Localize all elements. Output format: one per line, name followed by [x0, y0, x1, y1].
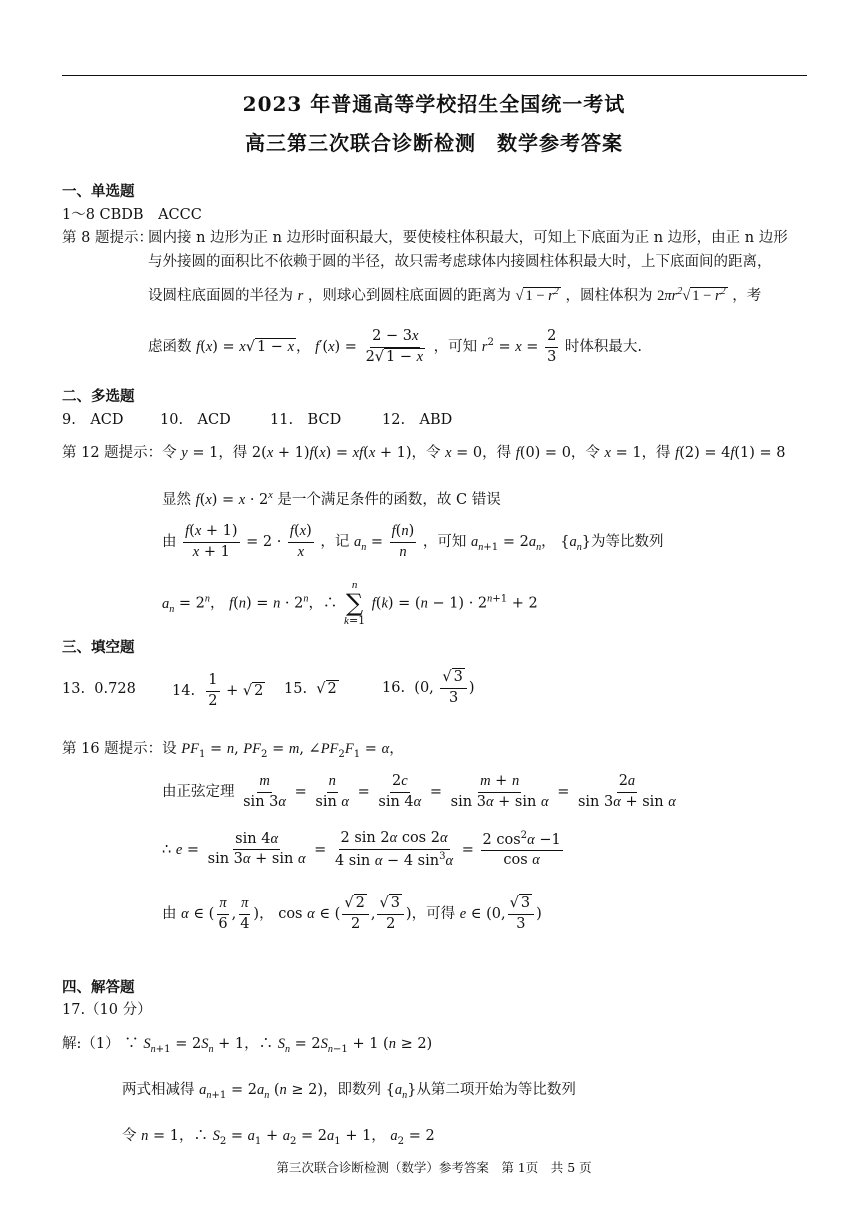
hint12-line-3: 由 $\frac{f(x + 1)}{x + 1}$ = 2 · $\frac{f(x)}{x}$ ，记 $a_n$ = $\frac{f(n)}{n}$ ，可知 $a_{n+1} = 2a_n$， $\{a_n\}$为等比数列 [162, 523, 664, 560]
solution-line-3: 令 n = 1，∴ $S_2 = a_1 + a_2 = 2a_1 + 1$， $a_2 = 2$ [122, 1128, 435, 1147]
section-heading-fill: 三、填空题 [62, 639, 135, 656]
hint12-line-1: 第 12 题提示：令 y = 1，得 2(x + 1)f(x) = xf(x + 1)，令 x = 0，得 f(0) = 0，令 x = 1，得 f(2) = 4f(1) = 8 [62, 445, 786, 461]
title-line-1: 2023 年普通高等学校招生全国统一考试 [242, 92, 626, 116]
hint16-line-3: ∴ e = $\frac{\sin 4\alpha}{\text{sin 3α + sin α}}$ = $\frac{\text{2 sin 2α cos 2α}}{4 \sin \alpha - 4 \sin^3\alpha}$ = $\frac{2 \cos^2\alpha -1}{\text{cos α}}$ [162, 830, 561, 869]
hint16-line-1: 第 16 题提示：设 $PF_1 = n$, $PF_2 = m$, $\angle PF_2F_1 = \alpha$， [62, 741, 404, 760]
hint8-line-1: 圆内接 n 边形为正 n 边形时面积最大，要使棱柱体积最大，可知上下底面为正 n 边形，由正 n 边形 [148, 230, 788, 246]
answer-14: 14. $\frac{1}{2}$ + √ 2 [172, 672, 264, 709]
answer-13: 13. 0.728 [62, 681, 136, 697]
answer-9: 9. ACD [62, 412, 124, 428]
answer-16: 16. (0, $\frac{√ 3}{3}$ ) [382, 669, 475, 706]
hint8-line-3: 设圆柱底面圆的半径为 r ，则球心到圆柱底面圆的距离为 √ $1 - r^2$ ，圆柱体积为 $2\pi r^2√$ $1 - r^2$ ，考 [148, 286, 762, 304]
solution-line-2: 两式相减得 $a_{n+1} = 2a_n$ (n ≥ 2)，即数列 $\{a_n\}$从第二项开始为等比数列 [122, 1082, 576, 1101]
section-heading-multi: 二、多选题 [62, 388, 135, 405]
hint8-line-2: 与外接圆的面积比不依赖于圆的半径，故只需考虑球体内接圆柱体积最大时，上下底面间的距离， [148, 254, 772, 270]
single-choice-answers: 1～8 CBDB ACCC [62, 207, 202, 223]
title-line-2: 高三第三次联合诊断检测 数学参考答案 [245, 131, 623, 155]
hint16-line-4: 由 α ∈ ( $\frac{\pi}{6}$ , $\frac{\pi}{4}$ )， cos α ∈ ( $\frac{√ 2}{2}$ , $\frac{√ 3}{2}$ )，可得 e ∈ (0, $\frac{√ 3}{3}$ ) [162, 895, 542, 932]
hint12-line-2: 显然 $f(x) = x \cdot 2^x$ 是一个满足条件的函数，故 C 错误 [162, 490, 501, 508]
answer-12: 12. ABD [382, 412, 453, 428]
section-heading-solution: 四、解答题 [62, 979, 135, 996]
hint8-line-4: 虑函数 f(x) = x√ 1 − x ， f′(x) = $\frac{2 - 3x}{2√ 1 - x}$ ，可知 $r^2 = x$ = $\frac{2}{3}$ 时体积最大. [148, 328, 643, 365]
answer-15: 15. √ 2 [284, 681, 337, 697]
solution-line-1: 解:（1） ∵ $S_{n+1} = 2S_n + 1$，∴ $S_n = 2S_{n-1} + 1$ (n ≥ 2) [62, 1036, 433, 1055]
page-footer: 第三次联合诊断检测（数学）参考答案 第 1页 共 5 页 [276, 1160, 592, 1175]
top-rule [62, 75, 807, 76]
hint16-line-2: 由正弦定理 $\frac{m}{\sin 3\alpha}$ = $\frac{n}{\text{sin α}}$ = $\frac{2c}{\sin 4\alpha}$ = $\frac{m + n}{\text{sin 3α + sin α}}$ = $\frac{2a}{\text{sin 3α + sin α}}$ [162, 773, 676, 810]
question-17-header: 17.（10 分） [62, 1002, 152, 1018]
answer-11: 11. BCD [270, 412, 342, 428]
section-heading-single: 一、单选题 [62, 183, 135, 200]
answer-10: 10. ACD [160, 412, 231, 428]
hint12-line-4: $a_n = 2^n$， $f(n) = n \cdot 2^n$，∴ n ∑ k=1 $f(k) = (n - 1) \cdot 2^{n+1} + 2$ [162, 579, 538, 627]
hint8-label: 第 8 题提示： [62, 230, 153, 246]
